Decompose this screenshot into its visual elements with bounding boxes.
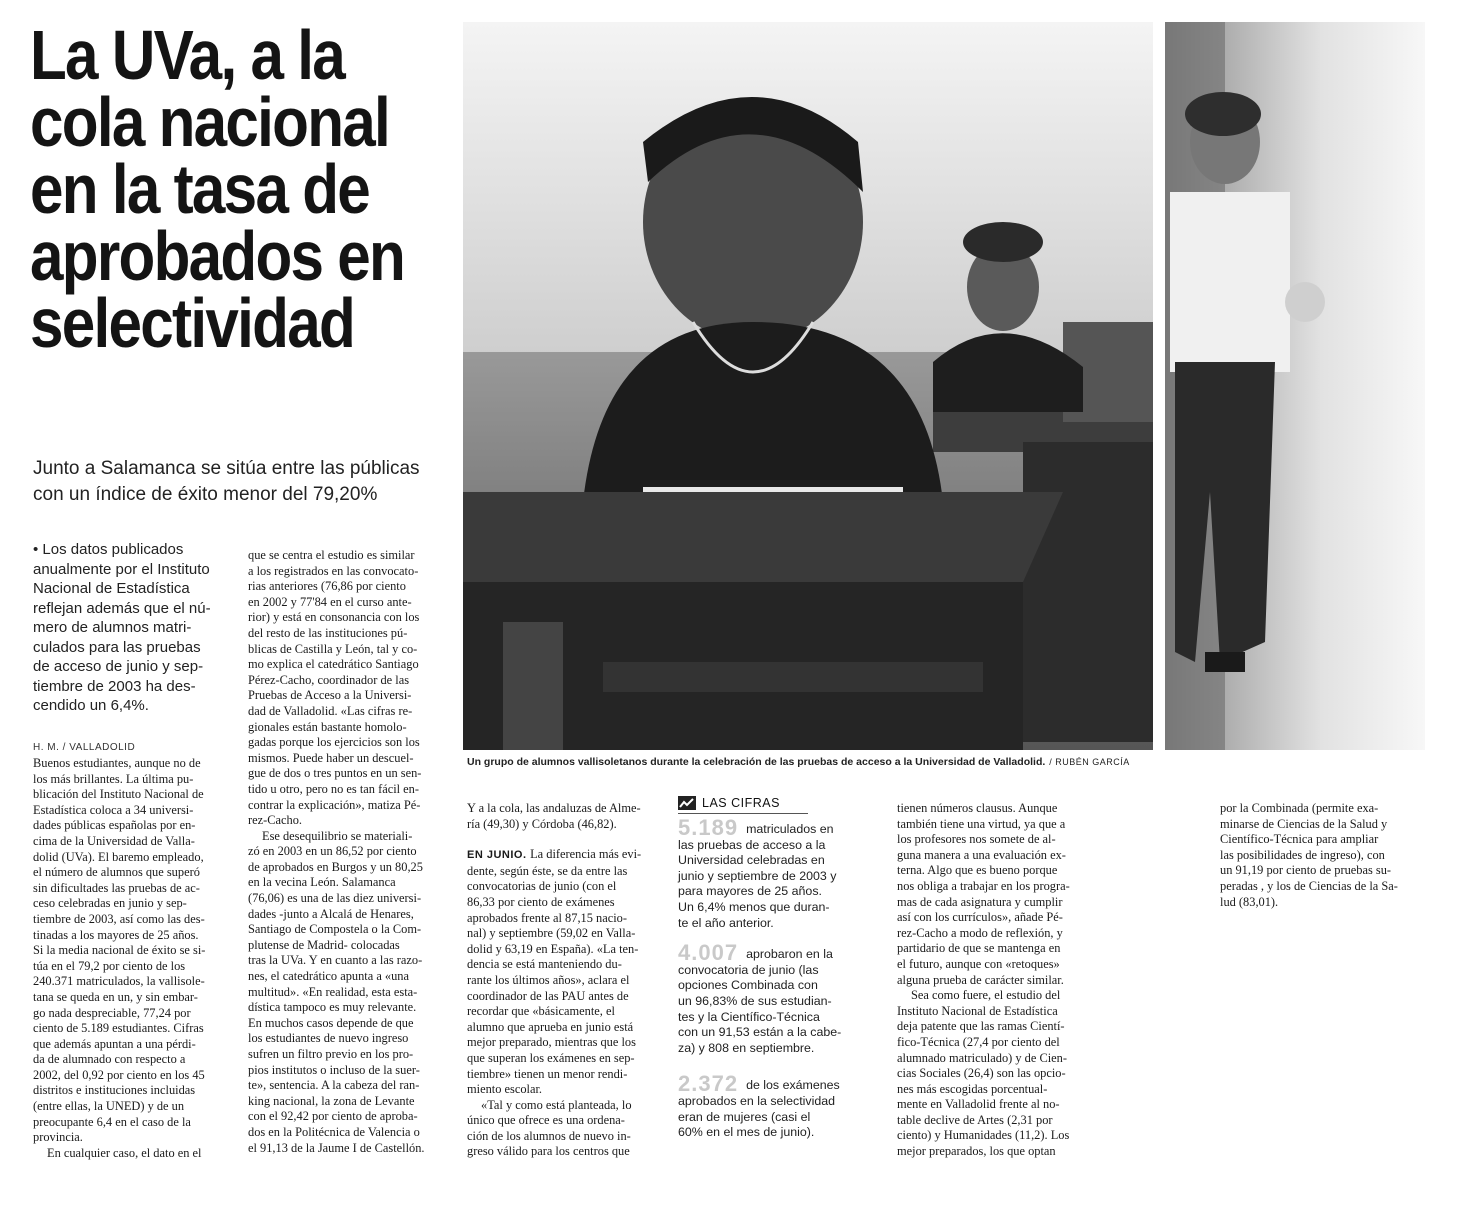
- figures-list: [678, 815, 888, 1141]
- body-text-line: mismos. Puede haber un descuel-: [248, 750, 414, 765]
- students-exam-photo: [463, 22, 1153, 750]
- figure-text-line: [678, 815, 888, 840]
- body-text-line: el futuro, aunque con «retoques»: [897, 956, 1060, 971]
- body-text-line: En cualquier caso, el dato en el: [47, 1145, 202, 1160]
- subheadline-line: con un índice de éxito menor del 79,20%: [33, 484, 378, 505]
- body-text-line: king nacional, la zona de Levante: [248, 1093, 415, 1108]
- body-text-line: el 91,13 de la Jaume I de Castellón.: [248, 1140, 425, 1155]
- figures-box: [678, 796, 888, 1149]
- body-text-line: pios institutos o incluso de la suer-: [248, 1062, 420, 1077]
- body-text-line: que además apuntan a una pérdi-: [33, 1036, 196, 1051]
- students-exam-illustration: [463, 22, 1153, 750]
- body-text-line: partidario de que se mantenga en: [897, 941, 1061, 956]
- body-text-line: Pruebas de Acceso a la Universi-: [248, 688, 412, 703]
- body-text-line: miento escolar.: [467, 1082, 543, 1097]
- body-text-line: 2002, del 0,92 por ciento en los 45: [33, 1067, 205, 1082]
- body-text-line: mo explica el catedrático Santiago: [248, 657, 419, 672]
- figure-text-line: con un 91,53 están a la cabe-: [678, 1025, 842, 1040]
- subheadline-line: Junto a Salamanca se sitúa entre las públicas: [33, 458, 420, 479]
- body-text-line: Ese desequilibrio se materiali-: [262, 828, 413, 843]
- body-text-line: Pérez-Cacho, coordinador de las: [248, 672, 410, 687]
- body-text-line: aprobados frente al 87,15 nacio-: [467, 910, 627, 925]
- body-text-line: (76,06) es una de las diez universi-: [248, 891, 422, 906]
- figure-text-line: te el año anterior.: [678, 915, 774, 930]
- body-text-line: el número de alumnos que superó: [33, 865, 200, 880]
- photo-credit: / RUBÉN GARCÍA: [1049, 757, 1130, 767]
- body-text-line: da de alumnado con respecto a: [33, 1052, 186, 1067]
- figure-text-line: Un 6,4% menos que duran-: [678, 899, 830, 914]
- lead-line: cendido un 6,4%.: [33, 697, 149, 714]
- body-text-line: contrar la explicación», matiza Pé-: [248, 797, 421, 812]
- body-text-line: 240.371 matriculados, la vallisole-: [33, 974, 205, 989]
- figure-text-line: para mayores de 25 años.: [678, 884, 822, 899]
- body-text-line: gionales están bastante homolo-: [248, 719, 407, 734]
- figure-number: 5.189: [678, 815, 739, 840]
- body-text-line: rior) y está en consonancia con los: [248, 610, 420, 625]
- body-text-line: tiembre» tienen un menor rendi-: [467, 1066, 628, 1081]
- body-text-line: cima de la Universidad de Valla-: [33, 833, 195, 848]
- body-text-line: terna. Algo que es bueno porque: [897, 863, 1058, 878]
- standing-student-photo: [1165, 22, 1425, 750]
- figure-item: [678, 815, 888, 931]
- body-text-line: peradas , y los de Ciencias de la Sa-: [1220, 878, 1398, 893]
- body-text-line: plutense de Madrid- colocadas: [248, 937, 400, 952]
- figure-text-line: las pruebas de acceso a la: [678, 837, 826, 852]
- figure-text-line: 60% en el mes de junio).: [678, 1125, 815, 1140]
- figure-text-line: un 96,83% de sus estudian-: [678, 993, 832, 1008]
- body-text-line: de aprobados en Burgos y un 80,25: [248, 859, 423, 874]
- lead-line: tiembre de 2003 ha des-: [33, 677, 196, 695]
- figure-text-line: za) y 808 en septiembre.: [678, 1040, 815, 1055]
- headline-line: en la tasa de: [30, 150, 370, 228]
- figure-item: [678, 1071, 888, 1140]
- body-text-line: los profesores nos somete de al-: [897, 832, 1056, 847]
- body-text-line: alumno que aprueba en junio está: [467, 1019, 634, 1034]
- headline-line: aprobados en: [30, 217, 405, 295]
- body-text-line: go nada despreciable, 77,24 por: [33, 1005, 191, 1020]
- body-column-6: [1220, 801, 1435, 910]
- figure-text-line: aprobados en la selectividad: [678, 1093, 836, 1108]
- headline-line: cola nacional: [30, 83, 390, 161]
- body-text-line: Científico-Técnica para ampliar: [1220, 832, 1379, 847]
- figure-text-line: junio y septiembre de 2003 y: [678, 868, 837, 883]
- body-text-line: ceso celebradas en junio y sep-: [33, 896, 187, 911]
- body-text-line: te», sentencia. A la cabeza del ran-: [248, 1078, 420, 1093]
- body-text-line: dad de Valladolid. «Las cifras re-: [248, 703, 413, 718]
- figure-text-fragment: aprobaron en la: [746, 947, 833, 962]
- figure-text-line: [678, 1071, 888, 1097]
- body-text-line: dolid (UVa). El baremo empleado,: [33, 849, 204, 864]
- lead-line: de acceso de junio y sep-: [33, 658, 204, 675]
- subheadline: [33, 456, 458, 508]
- body-text-line: tienen números clausus. Aunque: [897, 801, 1058, 815]
- body-text-line: Buenos estudiantes, aunque no de: [33, 756, 201, 770]
- body-text-line: mejor preparados, los que optan: [897, 1144, 1056, 1159]
- body-column-5: [897, 801, 1097, 1160]
- body-text-line: mente en Valladolid frente al no-: [897, 1097, 1060, 1112]
- body-text-line: gadas porque los ejercicios son los: [248, 735, 420, 750]
- body-text-line: dística tampoco es muy relevante.: [248, 1000, 417, 1015]
- body-text-line: provincia.: [33, 1130, 83, 1145]
- body-text-line: Si la media nacional de éxito se si-: [33, 943, 206, 958]
- body-text-line: dente, según éste, se da entre las: [467, 863, 628, 878]
- body-text-line: blicas de Castilla y León, tal y co-: [248, 641, 418, 656]
- body-text-line: sin dificultades las pruebas de ac-: [33, 880, 200, 895]
- figure-number: 2.372: [678, 1071, 739, 1097]
- trend-icon: [678, 796, 696, 810]
- figure-text-fragment: de los exámenes: [746, 1078, 840, 1093]
- body-text-line: guna manera a una evaluación ex-: [897, 847, 1066, 862]
- body-text-line: rante los últimos años», aclara el: [467, 972, 630, 987]
- body-text-line: rez-Cacho.: [248, 813, 303, 828]
- figure-text-fragment: matriculados en: [746, 822, 834, 836]
- body-text-line: gue de dos o tres puntos en un sen-: [248, 766, 422, 781]
- body-text-line: del resto de las instituciones pú-: [248, 625, 408, 640]
- body-text-fragment: La diferencia más evi-: [530, 847, 642, 862]
- body-text-line: ción de los alumnos de nuevo in-: [467, 1128, 631, 1143]
- paragraph-gap: [467, 832, 667, 847]
- body-text-line: un 91,19 por ciento de pruebas su-: [1220, 863, 1392, 878]
- body-text-line: alumnado matriculado) y de Cien-: [897, 1050, 1067, 1065]
- lead-line: anualmente por el Instituto: [33, 560, 210, 578]
- body-text-line: mejor preparado, mientras que los: [467, 1035, 636, 1050]
- body-text-line: [467, 847, 667, 864]
- body-column-2: [248, 548, 453, 1156]
- body-text-line: a los registrados en las convocato-: [248, 563, 419, 578]
- figure-text-line: opciones Combinada con: [678, 978, 818, 993]
- figure-text-line: [678, 940, 888, 966]
- body-text-line: Instituto Nacional de Estadística: [897, 1003, 1058, 1018]
- body-text-line: los más brillantes. La última pu-: [33, 771, 194, 786]
- body-text-line: ciento de 5.189 estudiantes. Cifras: [33, 1021, 204, 1036]
- body-text-line: convocatorias de junio (con el: [467, 879, 617, 894]
- body-text-line: en 2002 y 77'84 en el curso ante-: [248, 594, 412, 609]
- body-text-line: nes, el catedrático apunta a «una: [248, 969, 409, 984]
- body-text-line: con el 92,42 por ciento de aproba-: [248, 1109, 418, 1124]
- body-text-line: que superan los exámenes en sep-: [467, 1050, 635, 1065]
- body-text-line: minarse de Ciencias de la Salud y: [1220, 816, 1388, 831]
- body-text-line: table declive de Artes (2,31 por: [897, 1112, 1053, 1127]
- figure-text-line: Universidad celebradas en: [678, 853, 825, 868]
- figure-text-line: convocatoria de junio (las: [678, 962, 819, 977]
- body-text-line: tras la UVa. Y en cuanto a las razo-: [248, 953, 423, 968]
- body-text-line: (entre ellas, la UNED) y de un: [33, 1099, 185, 1114]
- body-text-line: así con los currículos», añade Pé-: [897, 910, 1063, 925]
- body-text-line: tiembre de 2003, así como las des-: [33, 911, 205, 926]
- body-text-line: rias anteriores (76,86 por ciento: [248, 579, 406, 594]
- body-text-line: ciento) y Humanidades (11,2). Los: [897, 1128, 1070, 1143]
- lead-line: culados para las pruebas: [33, 638, 201, 656]
- body-text-line: greso válido para los centros que: [467, 1144, 630, 1159]
- figure-item: [678, 940, 888, 1056]
- figure-text-line: tes y la Científico-Técnica: [678, 1009, 820, 1024]
- lead-line: • Los datos publicados: [33, 541, 184, 558]
- standing-student-illustration: [1165, 22, 1425, 750]
- body-text-line: alguna prueba de carácter similar.: [897, 972, 1064, 987]
- headline-line: selectividad: [30, 284, 355, 362]
- body-text-line: lud (83,01).: [1220, 894, 1279, 909]
- lead-line: mero de alumnos matri-: [33, 619, 192, 636]
- body-text-line: Sea como fuere, el estudio del: [911, 988, 1061, 1003]
- photo-caption-text: Un grupo de alumnos vallisoletanos durante la celebración de las pruebas de acceso a la Universidad de Valladolid.: [467, 756, 1046, 768]
- body-text-line: Estadística coloca a 34 universi-: [33, 802, 194, 817]
- section-label: EN JUNIO.: [467, 849, 531, 862]
- body-text-line: rez-Cacho a modo de reflexión, y: [897, 925, 1063, 940]
- body-text-line: cias Sociales (26,4) son las opcio-: [897, 1066, 1066, 1081]
- figures-box-title: LAS CIFRAS: [702, 796, 780, 810]
- body-text-line: recordar que «básicamente, el: [467, 1004, 615, 1019]
- body-text-line: por la Combinada (permite exa-: [1220, 801, 1379, 815]
- body-text-line: preocupante 6,4 en el caso de la: [33, 1114, 191, 1129]
- byline: H. M. / VALLADOLID: [33, 742, 136, 753]
- lead-line: reflejan además que el nú-: [33, 599, 211, 617]
- body-text-line: Y a la cola, las andaluzas de Alme-: [467, 801, 641, 815]
- body-text-line: los estudiantes de nuevo ingreso: [248, 1031, 409, 1046]
- body-text-line: multitud». «En realidad, esta esta-: [248, 984, 418, 999]
- body-text-line: que se centra el estudio es similar: [248, 548, 415, 562]
- body-text-line: zó en 2003 en un 86,52 por ciento: [248, 844, 417, 859]
- body-text-line: dencia se está manteniendo du-: [467, 957, 622, 972]
- body-text-line: tana se queda en un, y sin embar-: [33, 989, 198, 1004]
- body-text-line: túa en el 79,2 por ciento de los: [33, 958, 186, 973]
- photo-caption: [467, 756, 1130, 768]
- body-text-line: ría (49,30) y Córdoba (46,82).: [467, 816, 617, 831]
- figures-box-header: [678, 796, 808, 814]
- body-text-line: distritos e instituciones incluidas: [33, 1083, 196, 1098]
- body-text-line: «Tal y como está planteada, lo: [481, 1097, 632, 1112]
- body-text-line: 86,33 por ciento de exámenes: [467, 894, 615, 909]
- body-text-line: también tiene una virtud, ya que a: [897, 816, 1066, 831]
- body-text-line: coordinador de las PAU antes de: [467, 988, 629, 1003]
- body-text-line: las posibilidades de ingreso), con: [1220, 847, 1385, 862]
- body-text-line: fico-Técnica (27,4 por ciento del: [897, 1034, 1060, 1049]
- body-text-line: Santiago de Compostela o la Com-: [248, 922, 422, 937]
- lead-summary: [33, 540, 233, 716]
- body-text-line: nal) y septiembre (59,02 en Valla-: [467, 926, 636, 941]
- body-text-line: nos obliga a trabajar en los progra-: [897, 878, 1070, 893]
- body-text-line: único que ofrece es una ordena-: [467, 1113, 625, 1128]
- body-text-line: mas de cada asignatura y cumplir: [897, 894, 1063, 909]
- figure-number: 4.007: [678, 940, 739, 966]
- body-text-line: dades públicas españolas por en-: [33, 818, 196, 833]
- body-column-1: [33, 756, 238, 1161]
- body-text-line: dolid y 63,19 en España). «La ten-: [467, 941, 639, 956]
- body-text-line: tinadas a los mayores de 25 años.: [33, 927, 199, 942]
- body-text-line: tido u otro, pero no es tan fácil en-: [248, 781, 420, 796]
- body-text-line: dades -junto a Alcalá de Henares,: [248, 906, 414, 921]
- body-text-line: nes más escogidas porcentual-: [897, 1081, 1048, 1096]
- body-text-line: sufren un filtro previo en los pro-: [248, 1047, 414, 1061]
- body-column-3: [467, 801, 667, 1160]
- headline-line: La UVa, a la: [30, 16, 344, 94]
- body-text-line: deja patente que las ramas Cientí-: [897, 1019, 1065, 1034]
- headline: [30, 16, 405, 362]
- figure-text-line: eran de mujeres (casi el: [678, 1109, 811, 1124]
- body-text-line: dos en la Politécnica de Valencia o: [248, 1124, 420, 1139]
- lead-line: Nacional de Estadística: [33, 580, 190, 597]
- body-text-line: blicación del Instituto Nacional de: [33, 787, 204, 802]
- body-text-line: En muchos casos depende de que: [248, 1015, 414, 1030]
- body-text-line: en la vecina León. Salamanca: [248, 875, 396, 890]
